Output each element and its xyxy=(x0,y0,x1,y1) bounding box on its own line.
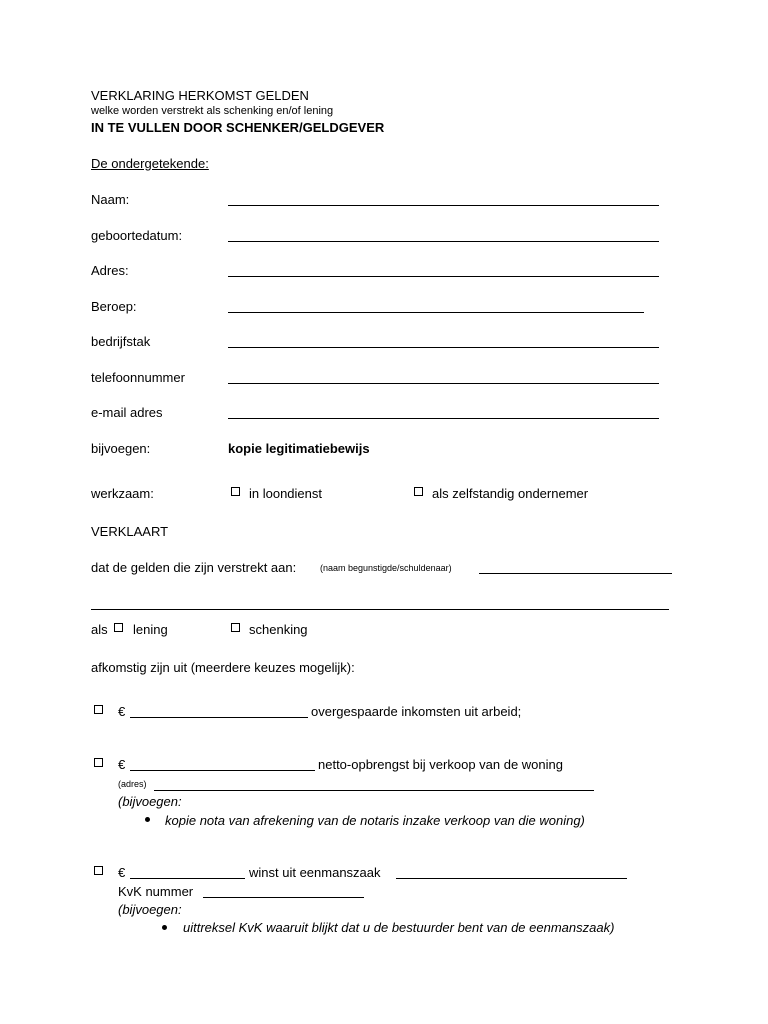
house-address-field[interactable] xyxy=(154,790,594,791)
email-label: e-mail adres xyxy=(91,405,163,420)
business-amount-field[interactable] xyxy=(130,878,245,879)
beneficiary-field-continued[interactable] xyxy=(91,609,669,610)
savings-checkbox[interactable] xyxy=(94,705,103,714)
self-employed-checkbox[interactable] xyxy=(414,487,423,496)
business-checkbox[interactable] xyxy=(94,866,103,875)
origin-heading: afkomstig zijn uit (meerdere keuzes mogelijk): xyxy=(91,660,355,675)
document-subtitle: welke worden verstrekt als schenking en/of lening xyxy=(91,105,334,117)
undersigned-heading: De ondergetekende: xyxy=(91,156,209,171)
document-title: VERKLARING HERKOMST GELDEN xyxy=(91,88,309,103)
gift-checkbox[interactable] xyxy=(231,623,240,632)
work-label: werkzaam: xyxy=(91,486,154,501)
savings-currency: € xyxy=(118,704,126,719)
house-address-label: (adres) xyxy=(118,779,147,789)
house-sale-currency: € xyxy=(118,757,126,772)
self-employed-label: als zelfstandig ondernemer xyxy=(432,486,589,501)
birthdate-label: geboortedatum: xyxy=(91,228,183,243)
bullet-icon xyxy=(162,925,167,930)
savings-amount-field[interactable] xyxy=(130,717,308,718)
business-text: winst uit eenmanszaak xyxy=(249,865,381,880)
phone-label: telefoonnummer xyxy=(91,370,185,385)
address-label: Adres: xyxy=(91,263,129,278)
profession-field[interactable] xyxy=(228,312,644,313)
house-sale-amount-field[interactable] xyxy=(130,770,315,771)
gift-label: schenking xyxy=(249,622,308,637)
kvk-label: KvK nummer xyxy=(118,884,194,899)
industry-field[interactable] xyxy=(228,347,659,348)
birthdate-field[interactable] xyxy=(228,241,659,242)
name-field[interactable] xyxy=(228,205,659,206)
business-name-field[interactable] xyxy=(396,878,627,879)
house-attach-item: kopie nota van afrekening van de notaris inzake verkoop van die woning) xyxy=(165,813,585,828)
funds-note: (naam begunstigde/schuldenaar) xyxy=(320,563,452,573)
declares-heading: VERKLAART xyxy=(91,524,169,539)
name-label: Naam: xyxy=(91,192,130,207)
phone-field[interactable] xyxy=(228,383,659,384)
house-sale-text: netto-opbrengst bij verkoop van de woning xyxy=(318,757,563,772)
loan-label: lening xyxy=(133,622,168,637)
house-sale-checkbox[interactable] xyxy=(94,758,103,767)
document-instruction: IN TE VULLEN DOOR SCHENKER/GELDGEVER xyxy=(91,120,385,135)
bullet-icon xyxy=(145,817,150,822)
kvk-number-field[interactable] xyxy=(203,897,364,898)
profession-label: Beroep: xyxy=(91,299,137,314)
address-field[interactable] xyxy=(228,276,659,277)
house-attach-label: (bijvoegen: xyxy=(118,794,182,809)
beneficiary-field[interactable] xyxy=(479,573,672,574)
savings-text: overgespaarde inkomsten uit arbeid; xyxy=(311,704,522,719)
industry-label: bedrijfstak xyxy=(91,334,151,349)
business-attach-label: (bijvoegen: xyxy=(118,902,182,917)
as-prefix: als xyxy=(91,622,108,637)
attach-value: kopie legitimatiebewijs xyxy=(228,441,370,456)
attach-label: bijvoegen: xyxy=(91,441,151,456)
employed-checkbox[interactable] xyxy=(231,487,240,496)
employed-label: in loondienst xyxy=(249,486,322,501)
business-attach-item: uittreksel KvK waaruit blijkt dat u de bestuurder bent van de eenmanszaak) xyxy=(183,920,615,935)
business-currency: € xyxy=(118,865,126,880)
funds-text: dat de gelden die zijn verstrekt aan: xyxy=(91,560,297,575)
email-field[interactable] xyxy=(228,418,659,419)
loan-checkbox[interactable] xyxy=(114,623,123,632)
